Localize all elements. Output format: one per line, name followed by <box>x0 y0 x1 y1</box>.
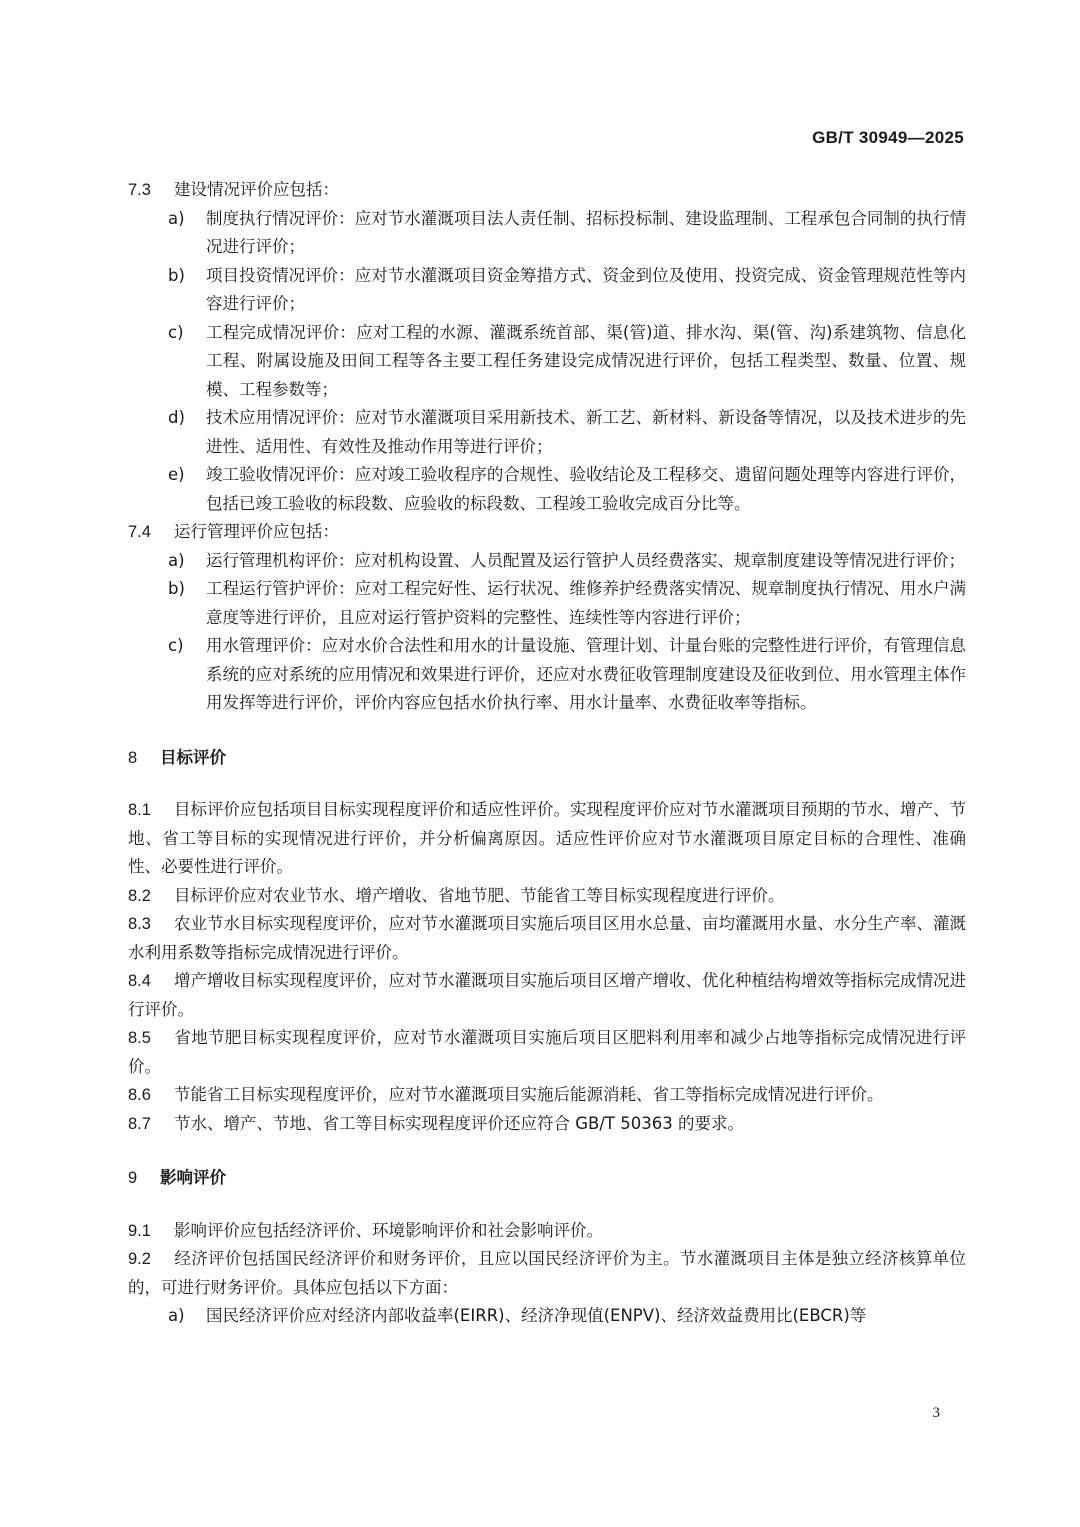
section-title: 影响评价 <box>160 1168 226 1187</box>
clause-text: 建设情况评价应包括： <box>174 180 339 199</box>
list-item <box>128 1302 966 1331</box>
list-item <box>128 319 966 405</box>
list-label: e) <box>168 465 185 484</box>
list-label: a) <box>168 1306 185 1325</box>
list-text: 制度执行情况评价：应对节水灌溉项目法人责任制、招标投标制、建设监理制、工程承包合同制的执行情况进行评价； <box>206 208 966 256</box>
section-title: 目标评价 <box>160 747 226 767</box>
list-label: b) <box>168 579 185 598</box>
clause-number: 8.6 <box>128 1086 151 1104</box>
clause-8-4 <box>128 967 966 1024</box>
clause-text: 影响评价应包括经济评价、环境影响评价和社会影响评价。 <box>174 1220 603 1240</box>
list-label: c) <box>168 636 184 655</box>
clause-8-7 <box>128 1110 966 1139</box>
page-number: 3 <box>932 1405 940 1421</box>
clause-9-1 <box>128 1217 966 1246</box>
clause-text: 增产增收目标实现程度评价，应对节水灌溉项目实施后项目区增产增收、优化种植结构增效等指标完成情况进行评价。 <box>128 971 966 1019</box>
list-text: 用水管理评价：应对水价合法性和用水的计量设施、管理计划、计量台账的完整性进行评价，有管理信息系统的应对系统的应用情况和效果进行评价，还应对水费征收管理制度建设及征收到位、用水管理主体作用发挥等进行评价，评价内容应包括水价执行率、用水计量率、水费征收率等指标。 <box>206 636 966 712</box>
clause-7-3 <box>128 176 966 205</box>
clause-number: 9.1 <box>128 1221 151 1240</box>
clause-text: 省地节肥目标实现程度评价，应对节水灌溉项目实施后项目区肥料利用率和减少占地等指标完成情况进行评价。 <box>128 1028 966 1076</box>
list-label: d) <box>168 408 185 427</box>
section-heading-9 <box>128 1164 966 1193</box>
section-heading-8 <box>128 744 966 773</box>
list-text: 国民经济评价应对经济内部收益率(EIRR)、经济净现值(ENPV)、经济效益费用比(EBCR)等 <box>206 1306 867 1325</box>
list-item <box>128 262 966 319</box>
page-content <box>128 176 966 1331</box>
clause-number: 8.2 <box>128 886 151 905</box>
list-label: c) <box>168 322 184 342</box>
list-text: 运行管理机构评价：应对机构设置、人员配置及运行管护人员经费落实、规章制度建设等情况进行评价； <box>206 550 965 570</box>
standard-code: GB/T 30949—2025 <box>812 128 964 147</box>
list-text: 竣工验收情况评价：应对竣工验收程序的合规性、验收结论及工程移交、遗留问题处理等内容进行评价，包括已竣工验收的标段数、应验收的标段数、工程竣工验收完成百分比等。 <box>206 465 966 513</box>
list-item <box>128 461 966 518</box>
clause-text: 节能省工目标实现程度评价，应对节水灌溉项目实施后能源消耗、省工等指标完成情况进行评价。 <box>174 1085 884 1104</box>
list-item <box>128 632 966 718</box>
clause-text: 目标评价应对农业节水、增产增收、省地节肥、节能省工等目标实现程度进行评价。 <box>174 885 785 905</box>
list-item <box>128 547 966 576</box>
clause-8-6 <box>128 1081 966 1110</box>
list-label: b) <box>168 265 185 285</box>
clause-number: 8.7 <box>128 1114 151 1133</box>
clause-8-1 <box>128 796 966 882</box>
clause-7-4 <box>128 518 966 547</box>
clause-8-5 <box>128 1024 966 1081</box>
clause-number: 7.4 <box>128 523 151 541</box>
list-label: a) <box>168 550 185 570</box>
clause-number: 8.4 <box>128 972 151 990</box>
clause-text: 目标评价应包括项目目标实现程度评价和适应性评价。实现程度评价应对节水灌溉项目预期的节水、增产、节地、省工等目标的实现情况进行评价，并分析偏离原因。适应性评价应对节水灌溉项目原定目标的合理性、准确性、必要性进行评价。 <box>128 800 966 876</box>
clause-number: 8.1 <box>128 801 151 819</box>
clause-number: 9.2 <box>128 1250 151 1268</box>
clause-text: 经济评价包括国民经济评价和财务评价，且应以国民经济评价为主。节水灌溉项目主体是独立经济核算单位的，可进行财务评价。具体应包括以下方面： <box>128 1249 966 1297</box>
clause-number: 8.3 <box>128 915 151 933</box>
list-text: 工程运行管护评价：应对工程完好性、运行状况、维修养护经费落实情况、规章制度执行情况、用水户满意度等进行评价，且应对运行管护资料的完整性、连续性等内容进行评价； <box>206 579 966 627</box>
section-number: 8 <box>128 748 138 767</box>
clause-number: 7.3 <box>128 181 151 199</box>
list-item <box>128 575 966 632</box>
section-number: 9 <box>128 1169 138 1187</box>
list-item <box>128 205 966 262</box>
list-label: a) <box>168 208 185 228</box>
clause-text: 节水、增产、节地、省工等目标实现程度评价还应符合 GB/T 50363 的要求。 <box>174 1113 744 1133</box>
clause-8-2 <box>128 882 966 911</box>
clause-number: 8.5 <box>128 1029 151 1047</box>
list-item <box>128 404 966 461</box>
list-text: 技术应用情况评价：应对节水灌溉项目采用新技术、新工艺、新材料、新设备等情况，以及技术进步的先进性、适用性、有效性及推动作用等进行评价； <box>206 408 966 456</box>
clause-9-2 <box>128 1245 966 1302</box>
clause-8-3 <box>128 910 966 967</box>
clause-text: 运行管理评价应包括： <box>174 522 339 541</box>
list-text: 项目投资情况评价：应对节水灌溉项目资金筹措方式、资金到位及使用、投资完成、资金管理规范性等内容进行评价； <box>206 265 966 313</box>
clause-text: 农业节水目标实现程度评价，应对节水灌溉项目实施后项目区用水总量、亩均灌溉用水量、水分生产率、灌溉水利用系数等指标完成情况进行评价。 <box>128 914 966 962</box>
list-text: 工程完成情况评价：应对工程的水源、灌溉系统首部、渠(管)道、排水沟、渠(管、沟)系建筑物、信息化工程、附属设施及田间工程等各主要工程任务建设完成情况进行评价，包括工程类型、数量、位置、规模、工程参数等； <box>206 322 966 399</box>
